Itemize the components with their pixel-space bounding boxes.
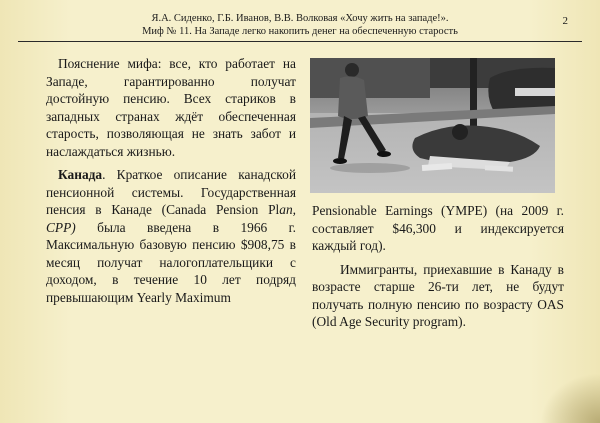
canada-text-italic: an, CPP) <box>46 202 296 235</box>
ympe-paragraph: Pensionable Earnings (YMPE) (на 2009 г. составляет $46,300 и индексируется каждый год). <box>312 203 564 253</box>
canada-text-1: . Краткое описание канадской пенсионной системы. Государственная пенсия в Канаде (Canada Pension Pl <box>46 167 296 217</box>
myth-explanation: Пояснение мифа: все, кто работает на Западе, гарантированно получат достойную пенсию. Всех стариков в западных странах ждёт обеспеченная старость, позволяющая не знать забот и наслаждаться жизнью. <box>46 56 296 159</box>
canada-text-2: была введена в 1966 г. Максимальную базовую пенсию $908,75 в месяц получат налогоплательщики с доходом, в течение 10 лет подряд превышающим Yearly Maximum <box>46 219 296 305</box>
header-line-1: Я.А. Сиденко, Г.Б. Иванов, В.В. Волковая «Хочу жить на западе!». <box>151 13 449 24</box>
page-corner-shadow <box>540 373 600 423</box>
street-photo-icon <box>310 58 555 193</box>
header-line-2: Миф № 11. На Западе легко накопить денег на обеспеченную старость <box>142 26 458 37</box>
canada-paragraph <box>46 166 296 306</box>
header-rule <box>18 41 582 42</box>
left-column <box>46 55 296 306</box>
right-column <box>312 202 564 331</box>
page-header <box>0 12 600 38</box>
page-number: 2 <box>562 15 568 27</box>
canada-heading: Канада <box>58 167 103 182</box>
immigrants-paragraph: Иммигранты, приехавшие в Канаду в возрасте старше 26-ти лет, не будут получать полную пенсию по возрасту OAS (Old Age Security program). <box>312 261 564 329</box>
street-photo <box>310 58 555 193</box>
